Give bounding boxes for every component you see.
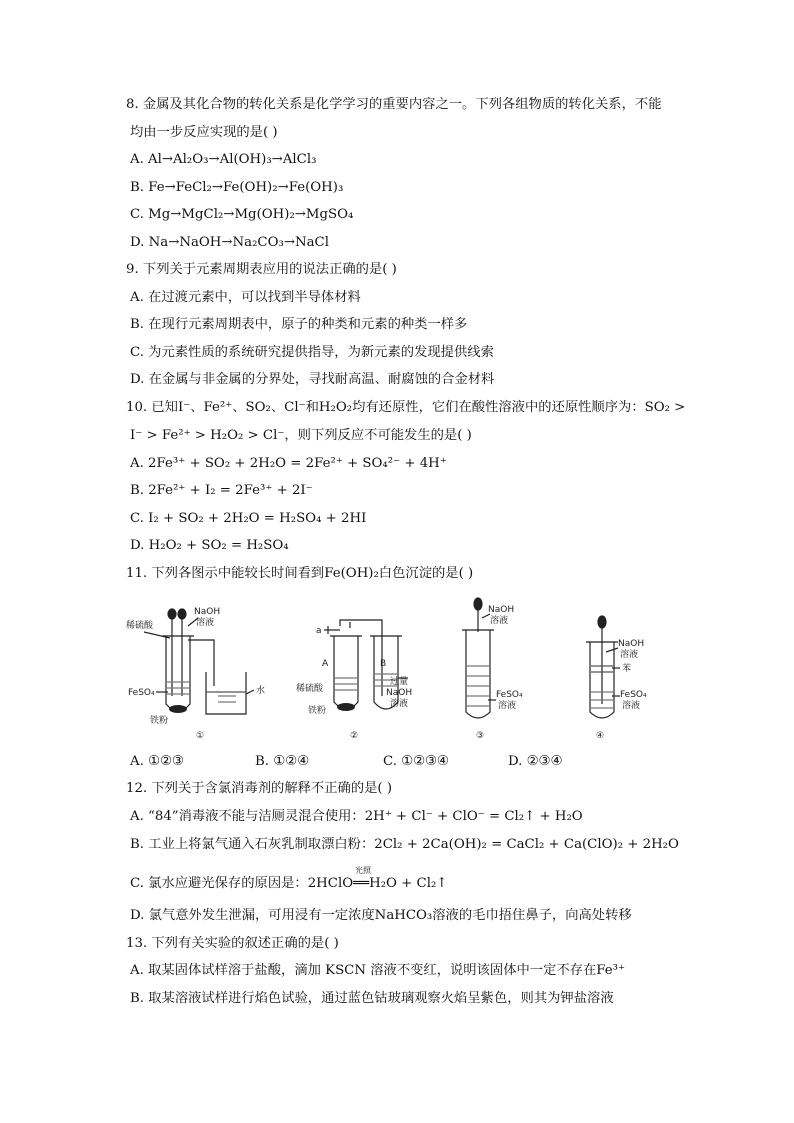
figure-4 [586, 616, 620, 718]
fig1-label-feso4: FeSO₄ [128, 688, 155, 698]
apparatus-drawing [126, 596, 666, 744]
q10-option-c: C. I₂ + SO₂ + 2H₂O = H₂SO₄ + 2HI [130, 511, 367, 526]
q11-option-b: B. ①②④ [255, 754, 309, 769]
q9-option-a: A. 在过渡元素中，可以找到半导体材料 [130, 290, 361, 305]
fig4-label-feso4: FeSO₄ [620, 690, 647, 700]
fig2-label-acid: 稀硫酸 [296, 684, 324, 694]
fig1-label-acid: 稀硫酸 [126, 621, 154, 631]
fig1-label-water: 水 [256, 686, 266, 696]
fig4-number: ④ [596, 731, 605, 741]
fig1-label-iron: 铁粉 [150, 716, 169, 726]
fig2-label-tube-a: A [322, 659, 329, 669]
q8-stem-line1: 8. 金属及其化合物的转化关系是化学学习的重要内容之一。下列各组物质的转化关系，不能 [126, 97, 662, 112]
q9-option-d: D. 在金属与非金属的分界处，寻找耐高温、耐腐蚀的合金材料 [130, 372, 495, 387]
q12-stem: 12. 下列关于含氯消毒剂的解释不正确的是( ) [126, 781, 393, 796]
q9-option-b: B. 在现行元素周期表中，原子的种类和元素的种类一样多 [130, 317, 468, 332]
fig2-label-iron: 铁粉 [308, 706, 327, 716]
fig3-label-feso4: FeSO₄ [496, 690, 523, 700]
fig3-label-naoh-solution: 溶液 [490, 616, 509, 626]
fig2-label-tube-b: B [380, 659, 387, 669]
fig3-number: ③ [476, 731, 485, 741]
q12-option-a: A. “84”消毒液不能与洁厕灵混合使用：2H⁺ + Cl⁻ + ClO⁻ = Cl₂↑ + H₂O [130, 809, 583, 824]
q10-option-b: B. 2Fe²⁺ + I₂ = 2Fe³⁺ + 2I⁻ [130, 483, 313, 498]
fig2-label-a: a [316, 626, 322, 636]
q8-option-c: C. Mg→MgCl₂→Mg(OH)₂→MgSO₄ [130, 207, 354, 222]
fig2-label-solution: 溶液 [390, 699, 409, 709]
fig4-label-naoh: NaOH [618, 639, 645, 649]
q9-stem: 9. 下列关于元素周期表应用的说法正确的是( ) [126, 262, 397, 277]
q11-apparatus-figures [126, 596, 666, 744]
q12-option-c-condition: 光照 [355, 866, 371, 875]
fig1-label-naoh-solution: 溶液 [196, 618, 215, 628]
fig4-label-naoh-solution: 溶液 [620, 650, 639, 660]
q12-option-c: C. 氯水应避光保存的原因是：2HClO══H₂O + Cl₂↑ [130, 876, 448, 891]
q10-option-a: A. 2Fe³⁺ + SO₂ + 2H₂O = 2Fe²⁺ + SO₄²⁻ + 4H⁺ [130, 456, 447, 471]
fig4-label-benzene: 苯 [622, 664, 632, 674]
fig2-number: ② [350, 731, 359, 741]
q8-option-a: A. Al→Al₂O₃→Al(OH)₃→AlCl₃ [130, 152, 317, 167]
q11-option-a: A. ①②③ [130, 754, 184, 769]
q8-option-b: B. Fe→FeCl₂→Fe(OH)₂→Fe(OH)₃ [130, 180, 344, 195]
fig3-label-solution: 溶液 [498, 701, 517, 711]
q8-stem-line2: 均由一步反应实现的是( ) [130, 125, 278, 140]
q11-option-c: C. ①②③④ [383, 754, 449, 769]
fig3-label-naoh: NaOH [488, 605, 515, 615]
q13-stem: 13. 下列有关实验的叙述正确的是( ) [126, 936, 339, 951]
q13-option-b: B. 取某溶液试样进行焰色试验，通过蓝色钴玻璃观察火焰呈紫色，则其为钾盐溶液 [130, 991, 614, 1006]
fig1-number: ① [196, 731, 205, 741]
q11-option-d: D. ②③④ [508, 754, 563, 769]
q12-option-d: D. 氯气意外发生泄漏，可用浸有一定浓度NaHCO₃溶液的毛巾捂住鼻子，向高处转移 [130, 908, 632, 923]
fig1-label-naoh: NaOH [194, 607, 221, 617]
q11-stem: 11. 下列各图示中能较长时间看到Fe(OH)₂白色沉淀的是( ) [126, 566, 474, 581]
q10-stem-line1: 10. 已知I⁻、Fe²⁺、SO₂、Cl⁻和H₂O₂均有还原性，它们在酸性溶液中的还原性顺序为：SO₂ > [126, 400, 686, 415]
q12-option-b: B. 工业上将氯气通入石灰乳制取漂白粉：2Cl₂ + 2Ca(OH)₂ = CaCl₂ + Ca(ClO)₂ + 2H₂O [130, 837, 679, 852]
fig2-label-excess: 过量 [390, 677, 409, 687]
q10-option-d: D. H₂O₂ + SO₂ = H₂SO₄ [130, 538, 289, 553]
q10-stem-line2: I⁻ > Fe²⁺ > H₂O₂ > Cl⁻，则下列反应不可能发生的是( ) [130, 428, 472, 443]
q9-option-c: C. 为元素性质的系统研究提供指导，为新元素的发现提供线索 [130, 345, 494, 360]
fig4-label-solution: 溶液 [622, 701, 641, 711]
fig2-label-naoh: NaOH [386, 688, 413, 698]
q13-option-a: A. 取某固体试样溶于盐酸，滴加 KSCN 溶液不变红，说明该固体中一定不存在Fe³⁺ [130, 963, 625, 978]
q8-option-d: D. Na→NaOH→Na₂CO₃→NaCl [130, 235, 329, 250]
